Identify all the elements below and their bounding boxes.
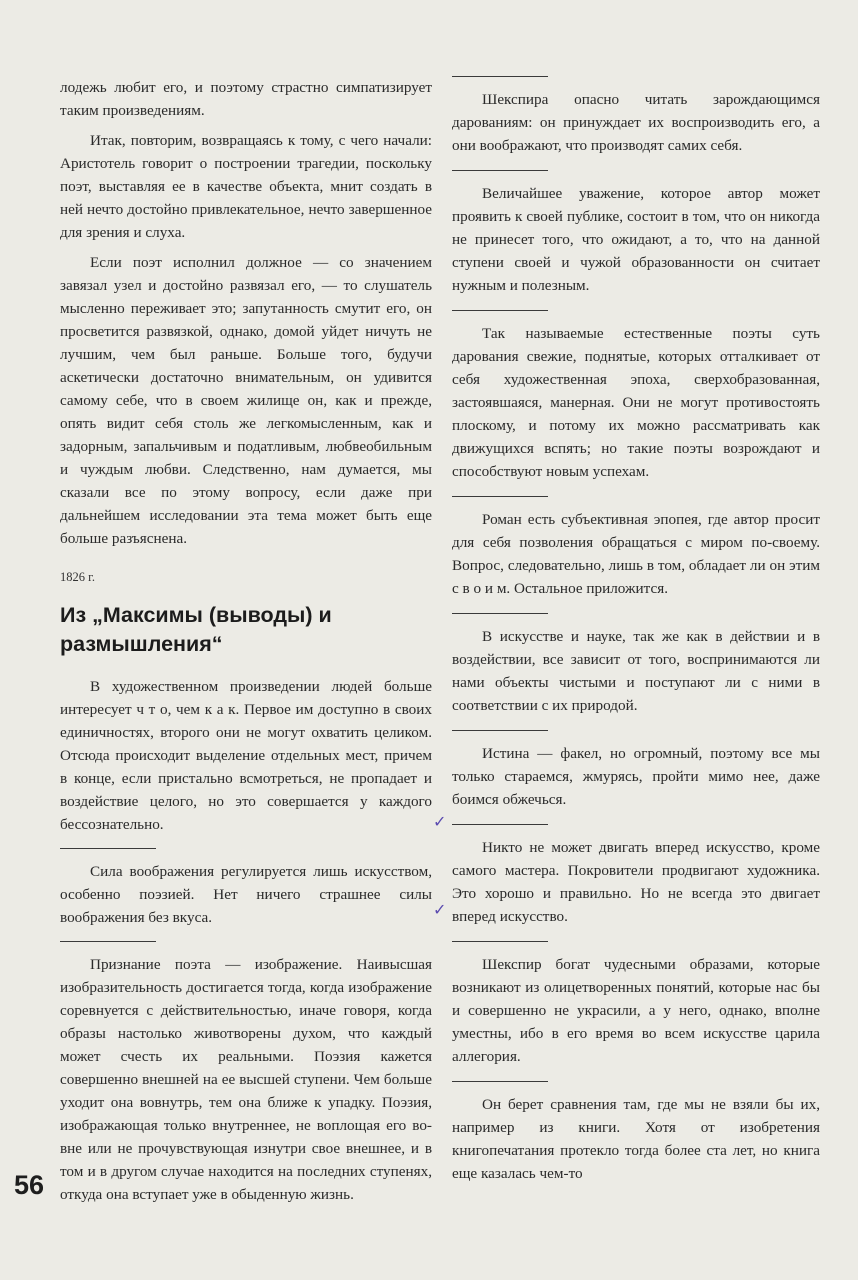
- maxim-paragraph: Шекспира опасно читать зарождающимся дарованиям: он принуждает их воспроизводить его, а они воображают, что производят самих себя.: [452, 91, 820, 154]
- separator-rule: [452, 170, 548, 171]
- separator-rule: [452, 496, 548, 497]
- maxim-paragraph: Он берет сравнения там, где мы не взяли бы их, например из книги. Хотя от изобретения книгопечатания протекло тогда более ста лет, но книга еще казалась чем-то: [452, 1096, 820, 1182]
- pen-mark-icon: ✓: [433, 900, 447, 919]
- separator-rule: [452, 824, 548, 825]
- section-heading: Из „Максимы (выводы) и размышления“: [60, 603, 332, 656]
- maxim-paragraph: Так называемые естественные поэты суть дарования свежие, поднятые, которых отталкивает от себя художественная эпоха, сверхобразованная, застоявшаяся, манерная. Они не могут противостоять плоскому, и потому их можно рассматривать как движущихся вспять; но такие поэты возрождают и способствуют новым успехам.: [452, 325, 820, 480]
- separator-rule: [452, 76, 548, 77]
- separator-rule: [452, 941, 548, 942]
- separator-rule: [452, 310, 548, 311]
- maxim-paragraph: Величайшее уважение, которое автор может проявить к своей публике, состоит в том, что он никогда не принесет того, что ожидают, а то, что на данной ступени своей и чужой образованности он считает нужным и полезным.: [452, 185, 820, 294]
- maxim-paragraph: В искусстве и науке, так же как в действии и в воздействии, все зависит от того, воспринимаются ли нами объекты чистыми и поступают ли с ними в соответствии с их природой.: [452, 628, 820, 714]
- paragraph: Если поэт исполнил должное — со значением завязал узел и достойно развязал его, — то слушатель мысленно переживает это; запутанность смутит его, он просветится развязкой, однако, домой уйдет ничуть не лучшим, чем был раньше. Больше того, будучи аскетически достаточно внимательным, он удивится самому себе, что в своем жилище он, как и прежде, опять видит себя столь же легкомысленным, как и задорным, запальчивым и податливым, любвеобильным и чуждым любви. Следственно, нам думается, мы сказали все по этому вопросу, если даже при дальнейшем исследовании эта тема может быть еще больше разъяснена.: [60, 254, 432, 547]
- maxim-paragraph: Никто не может двигать вперед искусство, кроме самого мастера. Покровители продвигают художника. Это хорошо и правильно. Но не всегда это двигает вперед искусство.: [452, 839, 820, 925]
- left-column: [60, 76, 432, 1206]
- separator-rule: [452, 1081, 548, 1082]
- separator-rule: [452, 730, 548, 731]
- maxim-paragraph: Истина — факел, но огромный, поэтому все мы только стараемся, жмурясь, пройти мимо нее, даже боимся обжечься.: [452, 745, 820, 808]
- page-number: 56: [14, 1170, 45, 1200]
- paragraph: Итак, повторим, возвращаясь к тому, с чего начали: Аристотель говорит о построении трагедии, поскольку поэт, выставляя ее в качестве объекта, мнит создать в ней нечто достойно привлекательное, нечто завершенное для зрения и слуха.: [60, 132, 432, 241]
- separator-rule: [452, 613, 548, 614]
- date-line: 1826 г.: [60, 570, 95, 584]
- maxim-paragraph: Признание поэта — изображение. Наивысшая изобразительность достигается тогда, когда изображение соревнуется с действительностью, иначе говоря, когда образы настолько животворены духом, что каждый может счесть их реальными. Поэзия кажется совершенно внешней на ее высшей ступени. Чем больше уходит она вовнутрь, тем она ближе к упадку. Поэзия, изображающая только внутреннее, не воплощая его во-вне или не прочувствующая изнутри свое внешнее, и в том и в другом случае находится на последних ступенях, откуда она вступает уже в обыденную жизнь.: [60, 956, 432, 1203]
- paragraph: лодежь любит его, и поэтому страстно симпатизирует таким произведениям.: [60, 79, 432, 119]
- maxim-paragraph: Шекспир богат чудесными образами, которые возникают из олицетворенных понятий, которые нас бы и совершенно не украсили, а у него, однако, вполне уместны, ибо в его время во всем искусстве царила аллегория.: [452, 956, 820, 1065]
- maxim-paragraph: В художественном произведении людей больше интересует ч т о, чем к а к. Первое им доступно в своих единичностях, второго они не могут охватить целиком. Отсюда происходит выделение отдельных мест, причем в конце, если пристально всмотреться, не пропадает и воздействие целого, но это совершается у каждого бессознательно.: [60, 678, 432, 833]
- pen-mark-icon: ✓: [433, 812, 447, 831]
- right-column: [452, 76, 820, 1185]
- maxim-paragraph: Сила воображения регулируется лишь искусством, особенно поэзией. Нет ничего страшнее силы воображения без вкуса.: [60, 863, 432, 926]
- separator-rule: [60, 941, 156, 942]
- separator-rule: [60, 848, 156, 849]
- maxim-paragraph: Роман есть субъективная эпопея, где автор просит для себя позволения обращаться с миром по-своему. Вопрос, следовательно, лишь в том, обладает ли он этим с в о и м. Остальное приложится.: [452, 511, 820, 597]
